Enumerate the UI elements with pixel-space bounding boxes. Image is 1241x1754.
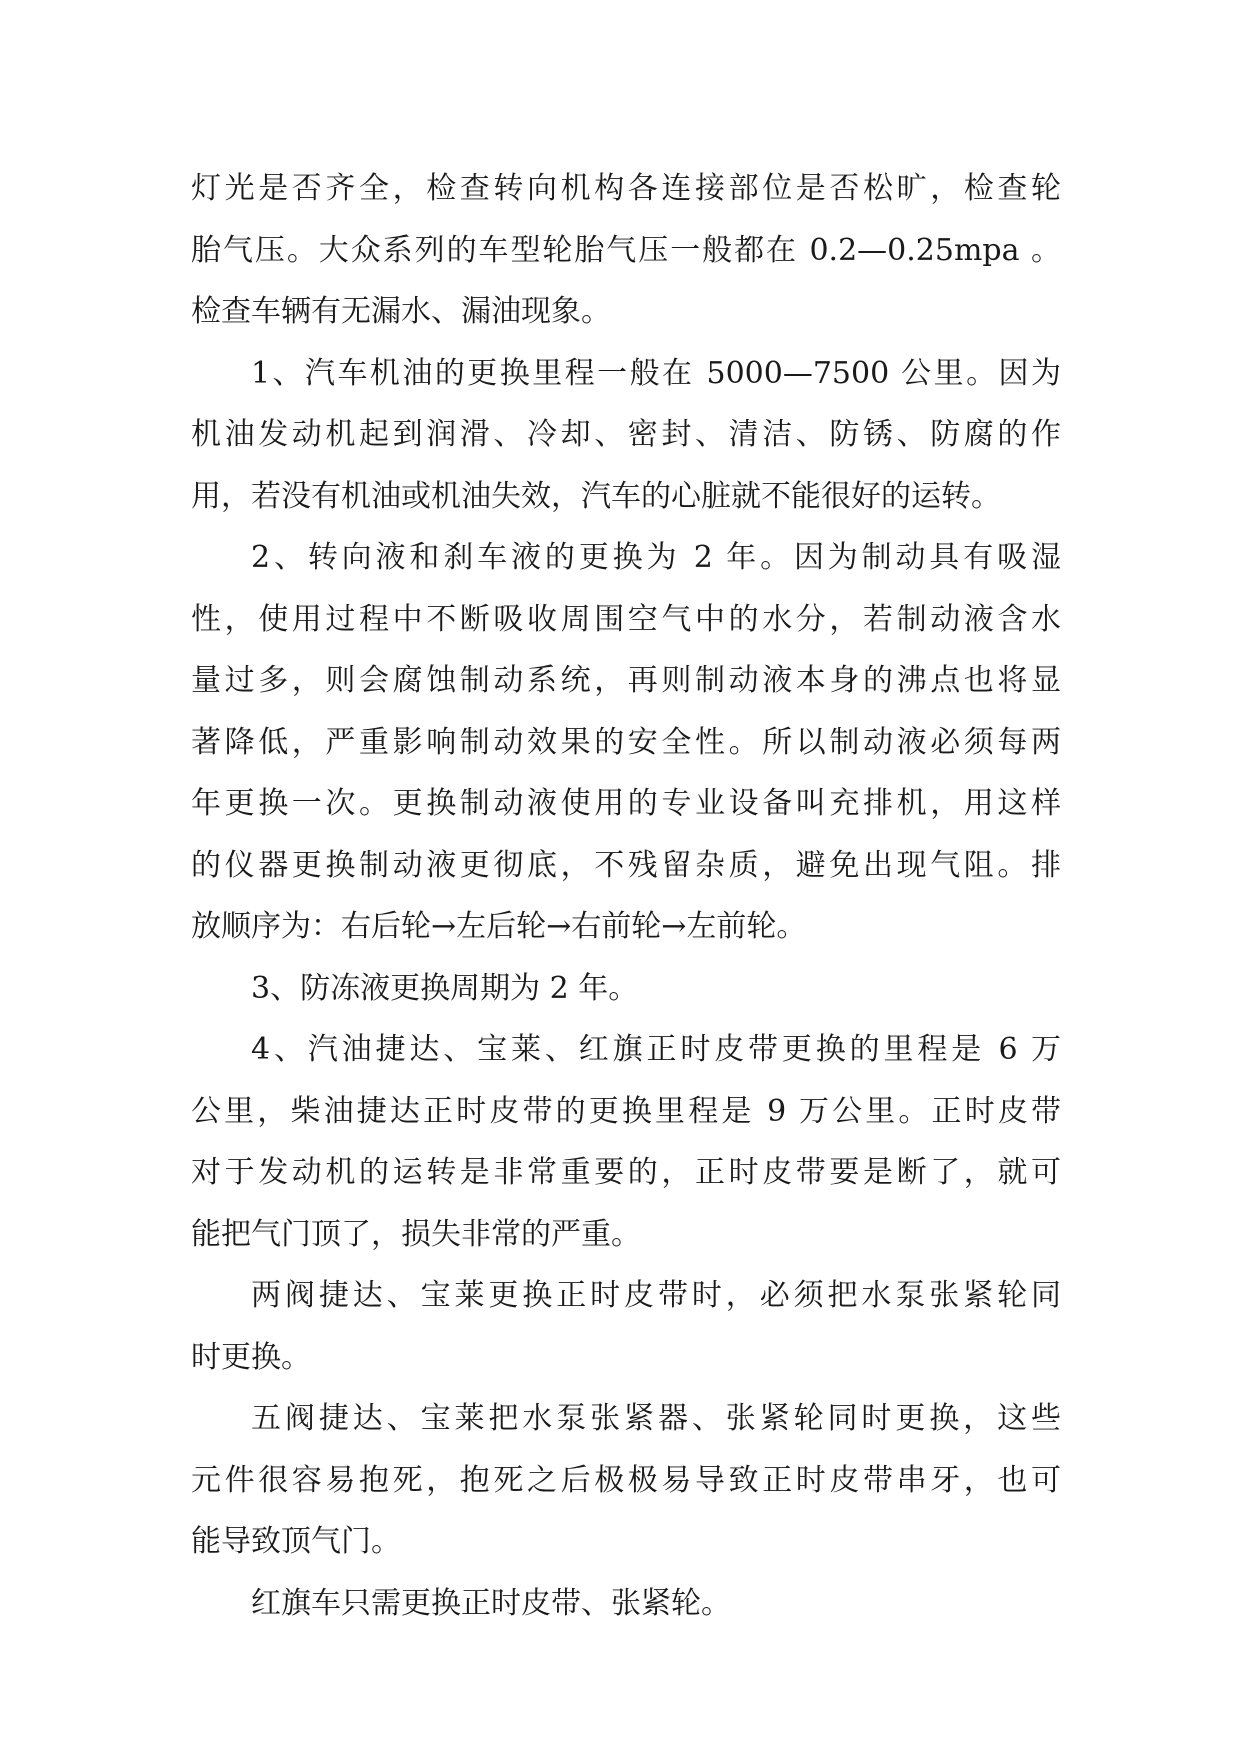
paragraph — [191, 1388, 1061, 1573]
text-line: 机油发动机起到润滑、冷却、密封、清洁、防锈、防腐的作 — [191, 417, 1061, 452]
text-line: 五阀捷达、宝莱把水泵张紧器、张紧轮同时更换，这些 — [251, 1401, 1061, 1436]
paragraph — [191, 527, 1061, 958]
text-line: 的仪器更换制动液更彻底，不残留杂质，避免出现气阻。排 — [191, 847, 1061, 883]
text-line: 能把气门顶了，损失非常的严重。 — [191, 1216, 641, 1252]
text-line: 两阀捷达、宝莱更换正时皮带时，必须把水泵张紧轮同 — [251, 1278, 1061, 1313]
paragraph — [191, 1573, 1061, 1635]
text-line: 3、防冻液更换周期为 2 年。 — [251, 970, 639, 1006]
text-line: 检查车辆有无漏水、漏油现象。 — [191, 294, 611, 329]
paragraph — [191, 1019, 1061, 1265]
text-line: 灯光是否齐全，检查转向机构各连接部位是否松旷，检查轮 — [191, 171, 1061, 206]
text-line: 元件很容易抱死，抱死之后极极易导致正时皮带串牙，也可 — [191, 1462, 1061, 1498]
text-line: 2、转向液和刹车液的更换为 2 年。因为制动具有吸湿 — [251, 540, 1061, 575]
text-line: 对于发动机的运转是非常重要的，正时皮带要是断了，就可 — [191, 1155, 1061, 1190]
text-line: 著降低，严重影响制动效果的安全性。所以制动液必须每两 — [191, 724, 1061, 760]
text-line: 1、汽车机油的更换里程一般在 5000—7500 公里。因为 — [251, 355, 1061, 391]
text-line: 4、汽油捷达、宝莱、红旗正时皮带更换的里程是 6 万 — [251, 1032, 1061, 1067]
text-line: 放顺序为：右后轮→左后轮→右前轮→左前轮。 — [191, 909, 807, 944]
text-line: 红旗车只需更换正时皮带、张紧轮。 — [251, 1585, 731, 1621]
text-line: 年更换一次。更换制动液使用的专业设备叫充排机，用这样 — [191, 786, 1061, 821]
text-line: 性，使用过程中不断吸收周围空气中的水分，若制动液含水 — [191, 601, 1061, 637]
text-line: 时更换。 — [191, 1339, 311, 1375]
text-line: 用，若没有机油或机油失效，汽车的心脏就不能很好的运转。 — [191, 478, 1001, 514]
text-line: 能导致顶气门。 — [191, 1524, 401, 1559]
paragraph — [191, 343, 1061, 528]
paragraph — [191, 158, 1061, 343]
text-line: 公里，柴油捷达正时皮带的更换里程是 9 万公里。正时皮带 — [191, 1093, 1061, 1129]
text-line: 量过多，则会腐蚀制动系统，再则制动液本身的沸点也将显 — [191, 663, 1061, 698]
document-body — [191, 158, 1061, 1634]
paragraph — [191, 1265, 1061, 1388]
text-line: 胎气压。大众系列的车型轮胎气压一般都在 0.2—0.25mpa 。 — [191, 232, 1061, 268]
paragraph — [191, 958, 1061, 1020]
